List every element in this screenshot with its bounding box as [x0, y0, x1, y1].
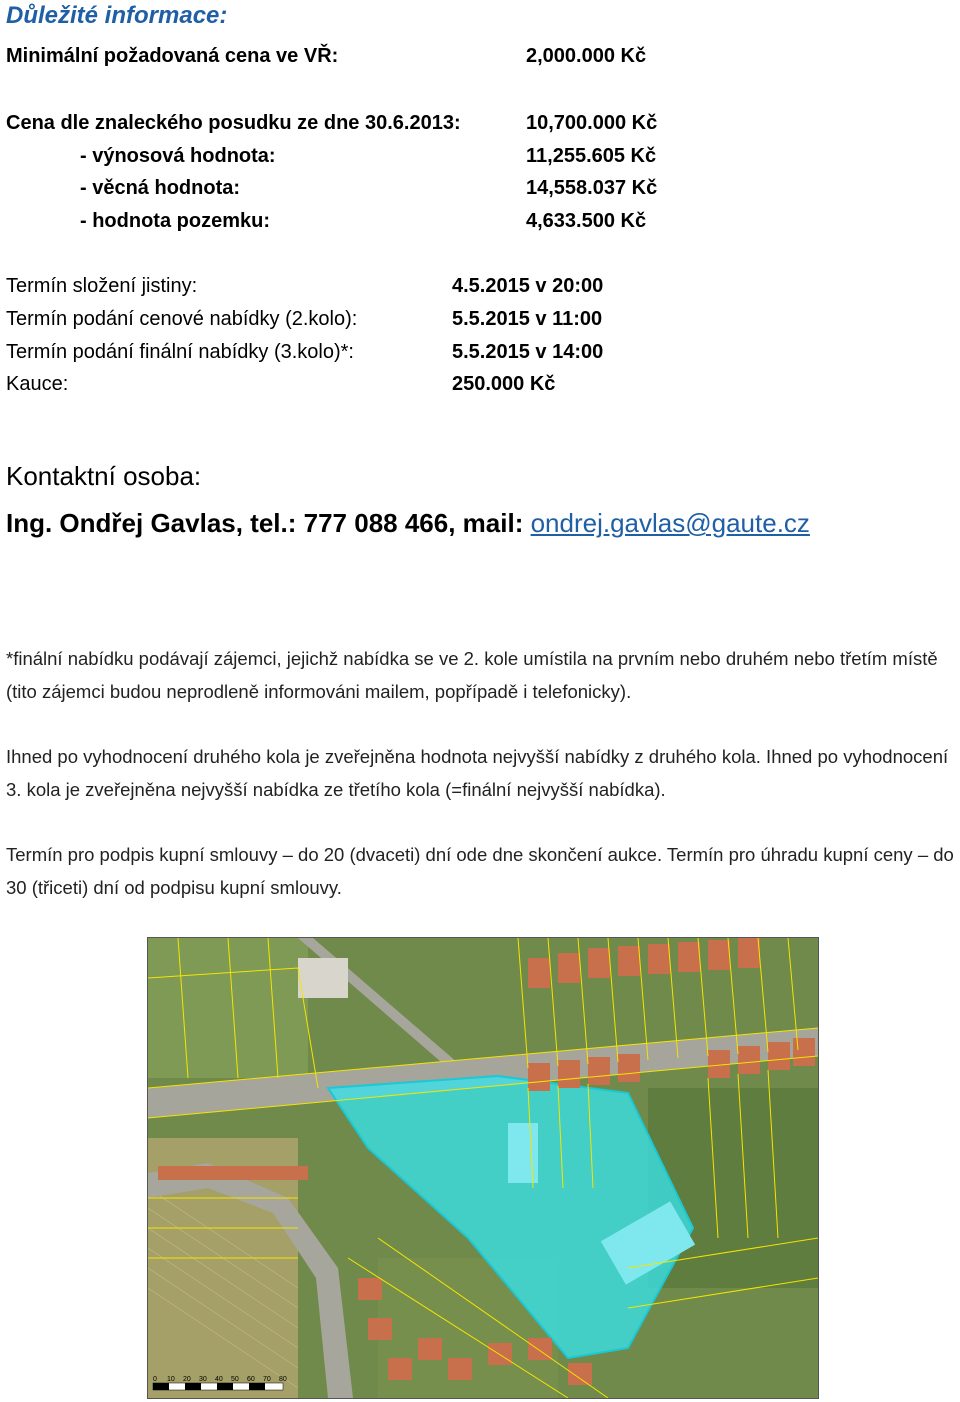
schedule-value: 5.5.2015 v 11:00	[452, 308, 603, 330]
appraisal-label: Cena dle znaleckého posudku ze dne 30.6.2013:	[6, 112, 461, 134]
scale-label: 20	[183, 1376, 191, 1383]
min-price-label: Minimální požadovaná cena ve VŘ:	[6, 45, 339, 67]
schedule-label: Termín složení jistiny:	[6, 275, 198, 297]
appraisal-value: 10,700.000 Kč	[526, 112, 658, 134]
price-item-label: - hodnota pozemku:	[80, 210, 270, 232]
contact-email-link[interactable]: ondrej.gavlas@gaute.cz	[530, 508, 810, 538]
contact-line	[6, 508, 810, 539]
scale-label: 70	[263, 1376, 271, 1383]
price-item-value: 14,558.037 Kč	[526, 177, 658, 199]
schedule-label: Termín podání cenové nabídky (2.kolo):	[6, 308, 358, 330]
min-price-value: 2,000.000 Kč	[526, 45, 647, 67]
footnote-paragraph: *finální nabídku podávají zájemci, jejichž nabídka se ve 2. kole umístila na prvním nebo druhém nebo třetím místě (tito zájemci budou neprodleně informováni mailem, popřípadě i telefonicky).	[6, 648, 938, 702]
schedule-value: 4.5.2015 v 20:00	[452, 275, 604, 297]
scale-label: 50	[231, 1376, 239, 1383]
scale-label: 30	[199, 1376, 207, 1383]
schedule-label: Termín podání finální nabídky (3.kolo)*:	[6, 341, 354, 363]
contact-title: Kontaktní osoba:	[6, 461, 202, 491]
cadastral-map	[147, 937, 819, 1399]
scale-label: 0	[153, 1376, 157, 1383]
schedule-value: 250.000 Kč	[452, 373, 556, 395]
price-item-label: - výnosová hodnota:	[80, 145, 276, 167]
price-item-value: 4,633.500 Kč	[526, 210, 647, 232]
scale-label: 40	[215, 1376, 223, 1383]
scale-label: 60	[247, 1376, 255, 1383]
scale-label: 80	[279, 1376, 287, 1383]
scale-label: 10	[167, 1376, 175, 1383]
schedule-value: 5.5.2015 v 14:00	[452, 341, 604, 363]
contact-details: Ing. Ondřej Gavlas, tel.: 777 088 466, mail:	[6, 508, 531, 538]
cadastral-map-image	[148, 938, 818, 1398]
price-item-label: - věcná hodnota:	[80, 177, 241, 199]
schedule-label: Kauce:	[6, 373, 69, 395]
price-item-value: 11,255.605 Kč	[526, 145, 657, 167]
page-title: Důležité informace:	[6, 2, 228, 29]
contract-terms-paragraph: Termín pro podpis kupní smlouvy – do 20 (dvaceti) dní ode dne skončení aukce. Termín pro úhradu kupní ceny – do 30 (třiceti) dní od podpisu kupní smlouvy.	[6, 844, 954, 898]
evaluation-paragraph: Ihned po vyhodnocení druhého kola je zveřejněna hodnota nejvyšší nabídky z druhého kola. Ihned po vyhodnocení 3. kola je zveřejněna nejvyšší nabídka ze třetího kola (=finální nejvyšší nabídka).	[6, 746, 949, 800]
